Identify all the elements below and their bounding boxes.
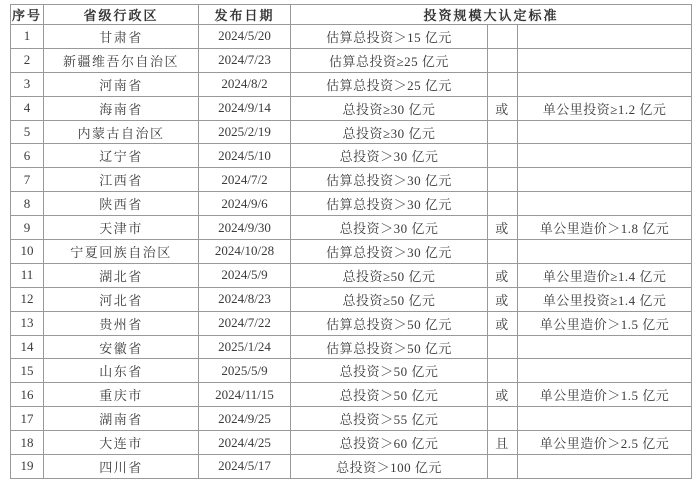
table-row bbox=[11, 263, 692, 287]
table-row bbox=[11, 359, 692, 383]
cell-province-region: 甘肃省 bbox=[44, 25, 199, 49]
cell-connector bbox=[488, 455, 518, 479]
cell-serial-number: 7 bbox=[11, 168, 44, 192]
cell-province-region: 山东省 bbox=[44, 359, 199, 383]
cell-serial-number: 16 bbox=[11, 383, 44, 407]
cell-publish-date: 2025/1/24 bbox=[199, 335, 291, 359]
header-serial-number: 序号 bbox=[11, 5, 44, 25]
cell-criteria-per-km: 单公里造价＞1.5 亿元 bbox=[518, 383, 692, 407]
cell-province-region: 湖南省 bbox=[44, 407, 199, 431]
cell-connector: 或 bbox=[488, 287, 518, 311]
cell-criteria-per-km bbox=[518, 335, 692, 359]
header-publish-date: 发布日期 bbox=[199, 5, 291, 25]
cell-criteria-total-investment: 总投资＞55 亿元 bbox=[291, 407, 488, 431]
table-row bbox=[11, 311, 692, 335]
cell-connector bbox=[488, 240, 518, 264]
cell-criteria-per-km bbox=[518, 359, 692, 383]
cell-publish-date: 2024/4/25 bbox=[199, 431, 291, 455]
cell-publish-date: 2024/5/17 bbox=[199, 455, 291, 479]
table-row bbox=[11, 383, 692, 407]
cell-criteria-total-investment: 总投资≥30 亿元 bbox=[291, 96, 488, 120]
cell-serial-number: 10 bbox=[11, 240, 44, 264]
cell-serial-number: 15 bbox=[11, 359, 44, 383]
cell-serial-number: 14 bbox=[11, 335, 44, 359]
table-row bbox=[11, 335, 692, 359]
cell-publish-date: 2024/5/10 bbox=[199, 144, 291, 168]
cell-serial-number: 17 bbox=[11, 407, 44, 431]
cell-province-region: 江西省 bbox=[44, 168, 199, 192]
cell-serial-number: 19 bbox=[11, 455, 44, 479]
cell-province-region: 安徽省 bbox=[44, 335, 199, 359]
cell-criteria-total-investment: 总投资＞50 亿元 bbox=[291, 359, 488, 383]
cell-province-region: 辽宁省 bbox=[44, 144, 199, 168]
cell-connector: 或 bbox=[488, 216, 518, 240]
cell-criteria-per-km bbox=[518, 192, 692, 216]
cell-province-region: 新疆维吾尔自治区 bbox=[44, 48, 199, 72]
table-row bbox=[11, 240, 692, 264]
cell-connector bbox=[488, 25, 518, 49]
table-row bbox=[11, 144, 692, 168]
cell-criteria-per-km bbox=[518, 120, 692, 144]
cell-connector bbox=[488, 168, 518, 192]
cell-criteria-total-investment: 估算总投资＞50 亿元 bbox=[291, 335, 488, 359]
cell-serial-number: 6 bbox=[11, 144, 44, 168]
cell-publish-date: 2024/7/22 bbox=[199, 311, 291, 335]
table-row bbox=[11, 168, 692, 192]
cell-province-region: 陕西省 bbox=[44, 192, 199, 216]
cell-province-region: 海南省 bbox=[44, 96, 199, 120]
cell-connector: 或 bbox=[488, 383, 518, 407]
investment-criteria-table bbox=[10, 4, 692, 479]
cell-serial-number: 12 bbox=[11, 287, 44, 311]
cell-criteria-total-investment: 估算总投资≥25 亿元 bbox=[291, 48, 488, 72]
cell-publish-date: 2024/11/15 bbox=[199, 383, 291, 407]
cell-province-region: 河北省 bbox=[44, 287, 199, 311]
cell-criteria-per-km: 单公里投资≥1.2 亿元 bbox=[518, 96, 692, 120]
cell-connector: 且 bbox=[488, 431, 518, 455]
cell-criteria-per-km bbox=[518, 72, 692, 96]
cell-serial-number: 8 bbox=[11, 192, 44, 216]
cell-province-region: 大连市 bbox=[44, 431, 199, 455]
table-row bbox=[11, 287, 692, 311]
cell-serial-number: 11 bbox=[11, 263, 44, 287]
cell-criteria-total-investment: 总投资＞30 亿元 bbox=[291, 144, 488, 168]
cell-connector: 或 bbox=[488, 96, 518, 120]
cell-connector bbox=[488, 359, 518, 383]
cell-criteria-per-km bbox=[518, 455, 692, 479]
cell-publish-date: 2024/7/2 bbox=[199, 168, 291, 192]
cell-publish-date: 2024/10/28 bbox=[199, 240, 291, 264]
cell-connector bbox=[488, 120, 518, 144]
cell-connector bbox=[488, 335, 518, 359]
header-investment-criteria: 投资规模大认定标准 bbox=[291, 5, 692, 25]
cell-criteria-per-km bbox=[518, 25, 692, 49]
cell-serial-number: 18 bbox=[11, 431, 44, 455]
cell-criteria-per-km: 单公里造价＞1.8 亿元 bbox=[518, 216, 692, 240]
header-province-region: 省级行政区 bbox=[44, 5, 199, 25]
cell-criteria-total-investment: 估算总投资＞30 亿元 bbox=[291, 168, 488, 192]
table-body bbox=[11, 25, 692, 479]
cell-criteria-per-km bbox=[518, 407, 692, 431]
cell-publish-date: 2025/5/9 bbox=[199, 359, 291, 383]
cell-publish-date: 2025/2/19 bbox=[199, 120, 291, 144]
table-row bbox=[11, 216, 692, 240]
cell-publish-date: 2024/9/25 bbox=[199, 407, 291, 431]
cell-publish-date: 2024/9/30 bbox=[199, 216, 291, 240]
cell-publish-date: 2024/5/20 bbox=[199, 25, 291, 49]
table-row bbox=[11, 192, 692, 216]
table-row bbox=[11, 48, 692, 72]
table-row bbox=[11, 96, 692, 120]
investment-criteria-table-container bbox=[10, 4, 692, 479]
cell-criteria-total-investment: 总投资＞50 亿元 bbox=[291, 383, 488, 407]
cell-criteria-per-km: 单公里造价＞1.5 亿元 bbox=[518, 311, 692, 335]
cell-serial-number: 13 bbox=[11, 311, 44, 335]
cell-serial-number: 5 bbox=[11, 120, 44, 144]
cell-connector: 或 bbox=[488, 311, 518, 335]
cell-criteria-per-km: 单公里造价＞2.5 亿元 bbox=[518, 431, 692, 455]
cell-province-region: 贵州省 bbox=[44, 311, 199, 335]
cell-publish-date: 2024/8/23 bbox=[199, 287, 291, 311]
cell-province-region: 四川省 bbox=[44, 455, 199, 479]
cell-criteria-per-km bbox=[518, 144, 692, 168]
cell-province-region: 河南省 bbox=[44, 72, 199, 96]
table-row bbox=[11, 120, 692, 144]
cell-publish-date: 2024/9/14 bbox=[199, 96, 291, 120]
cell-criteria-total-investment: 总投资＞30 亿元 bbox=[291, 216, 488, 240]
cell-province-region: 湖北省 bbox=[44, 263, 199, 287]
cell-serial-number: 3 bbox=[11, 72, 44, 96]
cell-connector: 或 bbox=[488, 263, 518, 287]
cell-province-region: 天津市 bbox=[44, 216, 199, 240]
table-row bbox=[11, 431, 692, 455]
cell-criteria-per-km bbox=[518, 240, 692, 264]
cell-publish-date: 2024/5/9 bbox=[199, 263, 291, 287]
cell-criteria-per-km bbox=[518, 168, 692, 192]
cell-publish-date: 2024/7/23 bbox=[199, 48, 291, 72]
header-row bbox=[11, 5, 692, 25]
table-row bbox=[11, 25, 692, 49]
cell-criteria-total-investment: 总投资≥50 亿元 bbox=[291, 263, 488, 287]
cell-connector bbox=[488, 48, 518, 72]
cell-serial-number: 2 bbox=[11, 48, 44, 72]
cell-publish-date: 2024/9/6 bbox=[199, 192, 291, 216]
cell-criteria-total-investment: 估算总投资＞30 亿元 bbox=[291, 240, 488, 264]
cell-criteria-total-investment: 总投资＞60 亿元 bbox=[291, 431, 488, 455]
table-row bbox=[11, 455, 692, 479]
cell-criteria-total-investment: 总投资≥30 亿元 bbox=[291, 120, 488, 144]
cell-connector bbox=[488, 192, 518, 216]
cell-province-region: 宁夏回族自治区 bbox=[44, 240, 199, 264]
cell-criteria-per-km: 单公里造价≥1.4 亿元 bbox=[518, 263, 692, 287]
cell-criteria-total-investment: 总投资≥50 亿元 bbox=[291, 287, 488, 311]
cell-criteria-per-km bbox=[518, 48, 692, 72]
cell-connector bbox=[488, 144, 518, 168]
cell-criteria-total-investment: 估算总投资＞25 亿元 bbox=[291, 72, 488, 96]
cell-criteria-total-investment: 估算总投资＞30 亿元 bbox=[291, 192, 488, 216]
cell-publish-date: 2024/8/2 bbox=[199, 72, 291, 96]
table-row bbox=[11, 407, 692, 431]
cell-serial-number: 9 bbox=[11, 216, 44, 240]
cell-province-region: 重庆市 bbox=[44, 383, 199, 407]
table-row bbox=[11, 72, 692, 96]
cell-serial-number: 1 bbox=[11, 25, 44, 49]
cell-serial-number: 4 bbox=[11, 96, 44, 120]
cell-connector bbox=[488, 407, 518, 431]
cell-criteria-total-investment: 估算总投资＞15 亿元 bbox=[291, 25, 488, 49]
cell-criteria-total-investment: 总投资＞100 亿元 bbox=[291, 455, 488, 479]
cell-criteria-total-investment: 估算总投资＞50 亿元 bbox=[291, 311, 488, 335]
cell-province-region: 内蒙古自治区 bbox=[44, 120, 199, 144]
cell-connector bbox=[488, 72, 518, 96]
cell-criteria-per-km: 单公里投资≥1.4 亿元 bbox=[518, 287, 692, 311]
